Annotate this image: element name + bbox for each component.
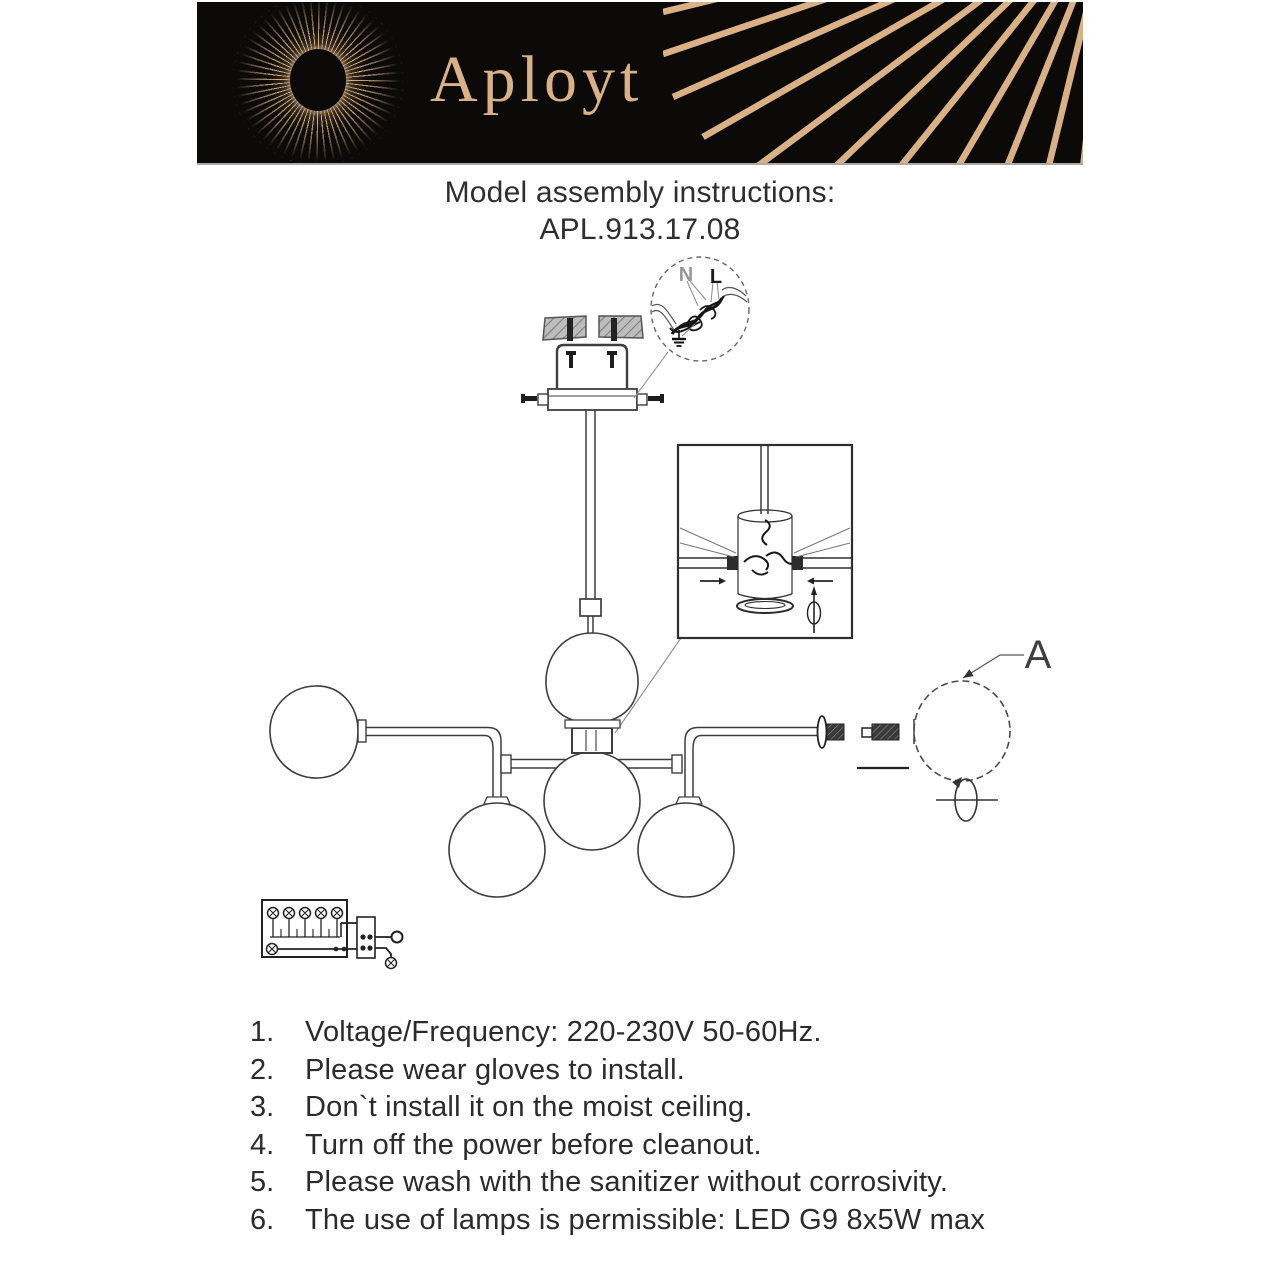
instruction-item [250,1052,985,1090]
hanging-rod [580,410,601,634]
wire-label-neutral: N [678,264,694,286]
instruction-item [250,1127,985,1165]
globe-center [544,752,640,850]
globe-lower-right [638,803,734,897]
globe-left [270,686,358,778]
instruction-number: 2. [250,1053,275,1086]
ray-burst-decoration [663,2,1083,163]
wire-ring-terminal [392,932,403,943]
terminal-block-diagram [262,900,403,969]
central-hub [572,728,612,753]
instruction-text: The use of lamps is permissible: LED G9 8x5W max [305,1203,986,1236]
brand-wordmark: Aployt [430,42,644,116]
exploded-bulb-parts [818,716,910,768]
title-block [0,174,1280,248]
brand-banner [197,2,1083,165]
page-title: Model assembly instructions: [444,176,836,209]
instruction-item [250,1014,985,1052]
instruction-number: 6. [250,1203,275,1236]
instruction-text: Voltage/Frequency: 220-230V 50-60Hz. [305,1016,822,1048]
chandelier-body [270,633,818,897]
hub-detail-inset [615,445,852,733]
instruction-item [250,1202,985,1240]
instruction-number: 5. [250,1166,275,1198]
instruction-number: 3. [250,1091,275,1123]
globe-lower-left [449,803,545,897]
detail-a-label: A [1024,633,1052,677]
globe-top [546,633,638,723]
instruction-text: Please wash with the sanitizer without corrosivity. [305,1166,949,1198]
globe-detail-a [914,681,1010,781]
wiring-detail-circle [634,257,749,398]
ceiling-mount [521,316,664,410]
instruction-item [250,1164,985,1202]
instructions-list [250,1014,985,1239]
instruction-number: 1. [250,1016,275,1048]
sunburst-logo-icon [233,2,403,165]
instruction-text: Don`t install it on the moist ceiling. [305,1091,753,1123]
instruction-text: Please wear gloves to install. [305,1053,685,1086]
instruction-text: Turn off the power before cleanout. [305,1128,762,1161]
wire-label-live: L [709,266,723,288]
model-number: APL.913.17.08 [539,213,741,246]
instruction-item [250,1089,985,1127]
detail-a-view [914,633,1052,821]
instruction-number: 4. [250,1128,275,1161]
